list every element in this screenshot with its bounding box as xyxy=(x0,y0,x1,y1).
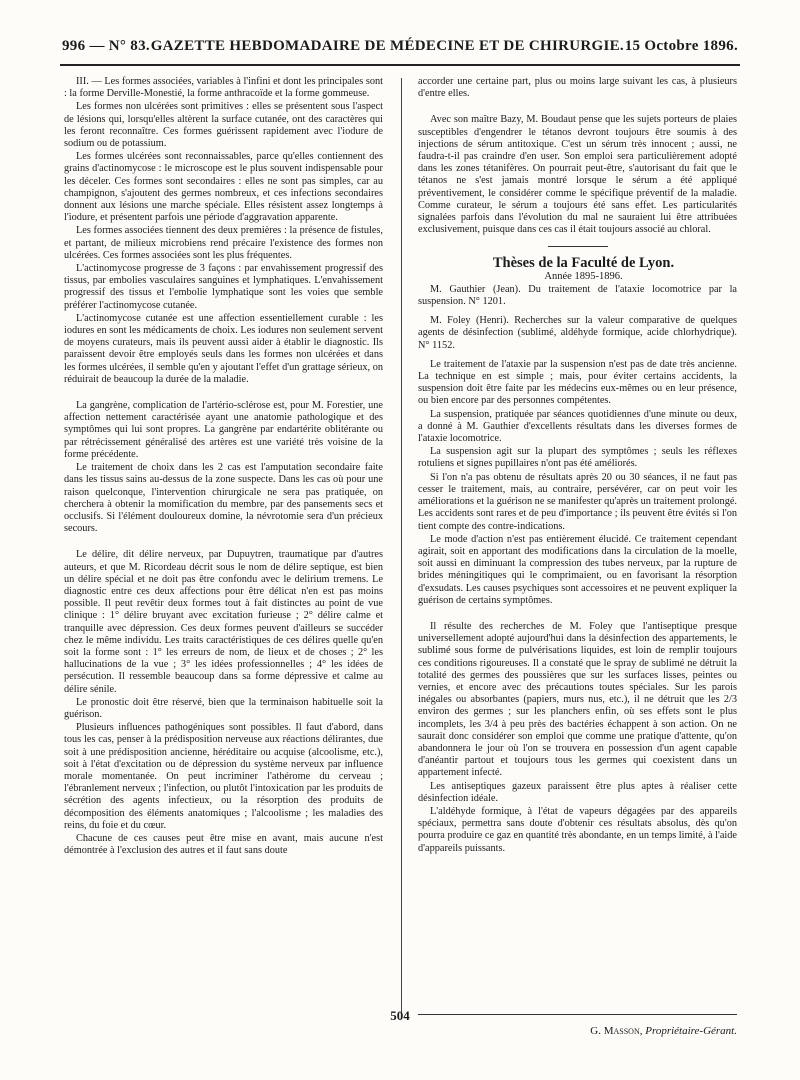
signature-name: G. Masson, xyxy=(590,1025,643,1037)
paragraph: Le traitement de choix dans les 2 cas est l'amputation secondaire faite dans les tissus sains au-dessus de la zone suspecte. Dans les cas où pour une raison quelconque, l'intervention chirurgicale ne sera pas pratiquée, on cherchera à obtenir la momification du membre, par des pansements secs et occlusifs. Si l'élément douloureux domine, la névrotomie sera d'un précieux secours. xyxy=(64,462,383,535)
running-header xyxy=(62,38,738,60)
paragraph: Chacune de ces causes peut être mise en avant, mais aucune n'est démontrée à l'exclusion des autres et il faut sans doute xyxy=(64,832,383,857)
paragraph: accorder une certaine part, plus ou moins large suivant les cas, à plusieurs d'entre elles. xyxy=(418,76,737,100)
paragraph: Les formes associées tiennent des deux premières : la présence de fistules, et partant, de milieux microbiens rend précaire l'existence des formes non ulcérées. Ces formes associées sont les plus fréquentes. xyxy=(64,225,383,261)
paragraph: Le traitement de l'ataxie par la suspension n'est pas de date très ancienne. La technique en est simple ; mais, pour éviter certains accidents, la suspension doit être faite par les médecins eux-mêmes ou en leur présence, ou bien encore par des personnes compétentes. xyxy=(418,358,737,407)
thesis-reference: M. Gauthier (Jean). Du traitement de l'ataxie locomotrice par la suspension. N° 1201. xyxy=(418,283,737,308)
paragraph: La suspension, pratiquée par séances quotidiennes d'une minute ou deux, a donné à M. Gauthier d'excellents résultats dans les diverses formes de l'ataxie locomotrice. xyxy=(418,408,737,445)
paragraph: Le délire, dit délire nerveux, par Dupuytren, traumatique par d'autres auteurs, et que M. Ricordeau décrit sous le nom de délire septique, est bien un délire spécial et ne doit pas être confondu avec le delirium tremens. Le diagnostic entre ces deux affections pour être délicat n'en est pas moins possible. Il peut revêtir deux formes tout à fait distinctes au point de vue clinique : 1° délire bruyant avec excitation furieuse ; 2° délire calme et tranquille avec dépression. Ces deux formes peuvent d'ailleurs se succéder chez le même individu. Les traits caractéristiques de ces délires quelle qu'en soit la forme sont : 1° les erreurs de nom, de lieux et de choses ; 2° les hallucinations de la vue ; 3° les idées professionnelles ; 4° les idées de persécution. Il ressemble beaucoup dans sa forme dépressive et calme au délire sénile. xyxy=(64,549,383,695)
paragraph: L'actinomycose progresse de 3 façons : par envahissement progressif des tissus, par embolies vasculaires sanguines et lymphatiques. L'envahissement progressif des tissus et l'embolie lymphatique sont les voies que semble préférer l'actinomycose cutanée. xyxy=(64,263,383,311)
section-rule xyxy=(548,246,608,247)
thesis-reference: M. Foley (Henri). Recherches sur la valeur comparative de quelques agents de désinfection (sublimé, aldéhyde formique, acide chlorhydrique). N° 1152. xyxy=(418,315,737,351)
paragraph: Les antiseptiques gazeux paraissent être plus aptes à réaliser cette désinfection idéale. xyxy=(418,780,737,804)
paragraph: Le mode d'action n'est pas entièrement élucidé. Ce traitement cependant agirait, soit en apportant des modifications dans la circulation de la moelle, soit aussi en diminuant la compression des tubes nerveux, par la rupture de brides méningitiques qui le comprimaient, ou en favorisant la résorption d'exsudats. Les causes psychiques sont accessoires et ne peuvent expliquer la guérison de certains symptômes. xyxy=(418,533,737,606)
journal-title: GAZETTE HEBDOMADAIRE DE MÉDECINE ET DE CHIRURGIE. xyxy=(150,38,624,54)
publisher-signature xyxy=(418,1025,737,1037)
paragraph: Les formes ulcérées sont reconnaissables, parce qu'elles contiennent des grains d'actinomycose : le microscope est le plus souvent indispensable pour les déceler. Ces formes sont secondaires : elles ne sont pas simples, car au champignon, s'ajoutent des germes nombreux, et ces infections secondaires donnent aux lésions une marche spéciale. Elles résistent assez longtemps à l'iodure, et présentent parfois une période d'aggravation apparente. xyxy=(64,151,383,224)
paragraph: La gangrène, complication de l'artério-sclérose est, pour M. Forestier, une affection nettement caractérisée ayant une anatomie pathologique et des symptômes qui lui sont propres. La gangrène par endartérite oblitérante ou par rétrécissement généralisé des artères est une variété très voisine de la forme précédente. xyxy=(64,400,383,460)
paragraph: Le pronostic doit être réservé, bien que la terminaison habituelle soit la guérison. xyxy=(64,696,383,720)
paragraph: Plusieurs influences pathogéniques sont possibles. Il faut d'abord, dans tous les cas, penser à la prédisposition nerveuse aux réactions délirantes, due soit à une prédisposition ancienne, héréditaire ou acquise (alcoolisme, etc.), soit à l'état d'excitation ou de dépression du système nerveux par influence morale momentanée. On peut incriminer l'athérome du cerveau ; l'ébranlement nerveux ; l'infection, ou plutôt l'intoxication par les produits de sécrétion des agents infectieux, ou la résorption des produits de décomposition des éléments anatomiques ; l'alcoolisme ; les maladies des reins, du foie et du cœur. xyxy=(64,722,383,831)
section-year: Année 1895-1896. xyxy=(544,270,623,282)
paragraph: La suspension agit sur la plupart des symptômes ; seuls les réflexes rotuliens et signes pupillaires n'ont pas été améliorés. xyxy=(418,446,737,470)
right-column xyxy=(418,76,737,856)
page-and-issue-number: 996 — N° 83. xyxy=(62,38,150,54)
header-rule xyxy=(60,64,740,66)
paragraph: Si l'on n'a pas obtenu de résultats après 20 ou 30 séances, il ne faut pas cesser le traitement, mais, au contraire, persévérer, car on peut voir les améliorations et la guérison ne se manifester qu'après un traitement prolongé. Les accidents sont rares et de peu d'importance ; ils peuvent être évités si l'on tient compte des contre-indications. xyxy=(418,471,737,532)
paragraph: Avec son maître Bazy, M. Boudaut pense que les sujets porteurs de plaies susceptibles d'engendrer le tétanos devront toujours être soumis à des injections de sérum antitoxique. C'est un sérum très innocent ; aussi, ne faudra-t-il pas craindre d'en user. Son emploi sera particulièrement adopté dans les zones tétanifères. On pourrait peut-être, s'autorisant du fait que le tétanos ne s'est jamais montré lorsque le sérum a été appliqué préventivement, le considérer comme le spécifique préventif de la maladie. Comme curateur, le sérum a toujours été sans effet. Les particularités signalées parfois dans l'évolution du mal ne sauraient lui être attribuées exclusivement, puisque dans ces cas il était toujours associé au chloral. xyxy=(418,114,737,236)
signature-role: Propriétaire-Gérant. xyxy=(645,1025,737,1037)
page-number: 504 xyxy=(390,1008,410,1023)
paragraph: Il résulte des recherches de M. Foley que l'antiseptique presque universellement adopté aujourd'hui dans la désinfection des appartements, le sublimé sous forme de pulvérisations liquides, est loin de remplir toujours ces conditions rigoureuses. Il a constaté que le spray de sublimé ne détruit la totalité des germes des poussières que sur les surfaces lisses, peintes ou vernies, et encore avec des précautions toutes spéciales. Sur les parois inégales ou absorbantes (papiers, murs nus, etc.), il ne détruit que les 2/3 environ des germes ; sur les planchers enfin, où ses effets sont le plus incomplets, les 3/4 à peu près des bactéries échappent à son action. On ne saurait donc considérer son emploi que comme une pratique d'attente, qu'on abandonnera le jour où l'on se trouvera en possession d'un agent capable d'anéantir partout et toujours tous les germes qui coexistent dans un appartement infecté. xyxy=(418,620,737,779)
paragraph: III. — Les formes associées, variables à l'infini et dont les principales sont : la forme Derville-Monestié, la forme anthracoïde et la forme gommeuse. xyxy=(64,76,383,100)
section-title: Thèses de la Faculté de Lyon. xyxy=(492,255,675,272)
column-divider xyxy=(401,78,402,1018)
paragraph: L'aldéhyde formique, à l'état de vapeurs dégagées par des appareils spéciaux, permettra sans doute d'obtenir ces résultats absolus, dès qu'on pourra produire ce gaz en quantité très abondante, en un temps limité, à l'aide d'appareils puissants. xyxy=(418,805,737,854)
issue-date: 15 Octobre 1896. xyxy=(624,38,738,54)
paragraph: L'actinomycose cutanée est une affection essentiellement curable : les iodures en sont les médicaments de choix. Les iodures non seulement servent de moyens curateurs, mais ils peuvent aussi aider à établir le diagnostic. Ils paraissent devoir être employés seuls dans les formes non ulcérées et dans les formes ulcérées, il semble qu'en y ajoutant l'effet d'un grattage sérieux, on réduirait de beaucoup la durée de la maladie. xyxy=(64,312,383,385)
left-column xyxy=(64,76,383,858)
paragraph: Les formes non ulcérées sont primitives : elles se présentent sous l'aspect de lésions qui, lorsqu'elles altèrent la surface cutanée, ont des caractères qui les feront reconnaître. Ces formes guérissent rapidement avec l'iodure de sodium ou de potassium. xyxy=(64,101,383,150)
